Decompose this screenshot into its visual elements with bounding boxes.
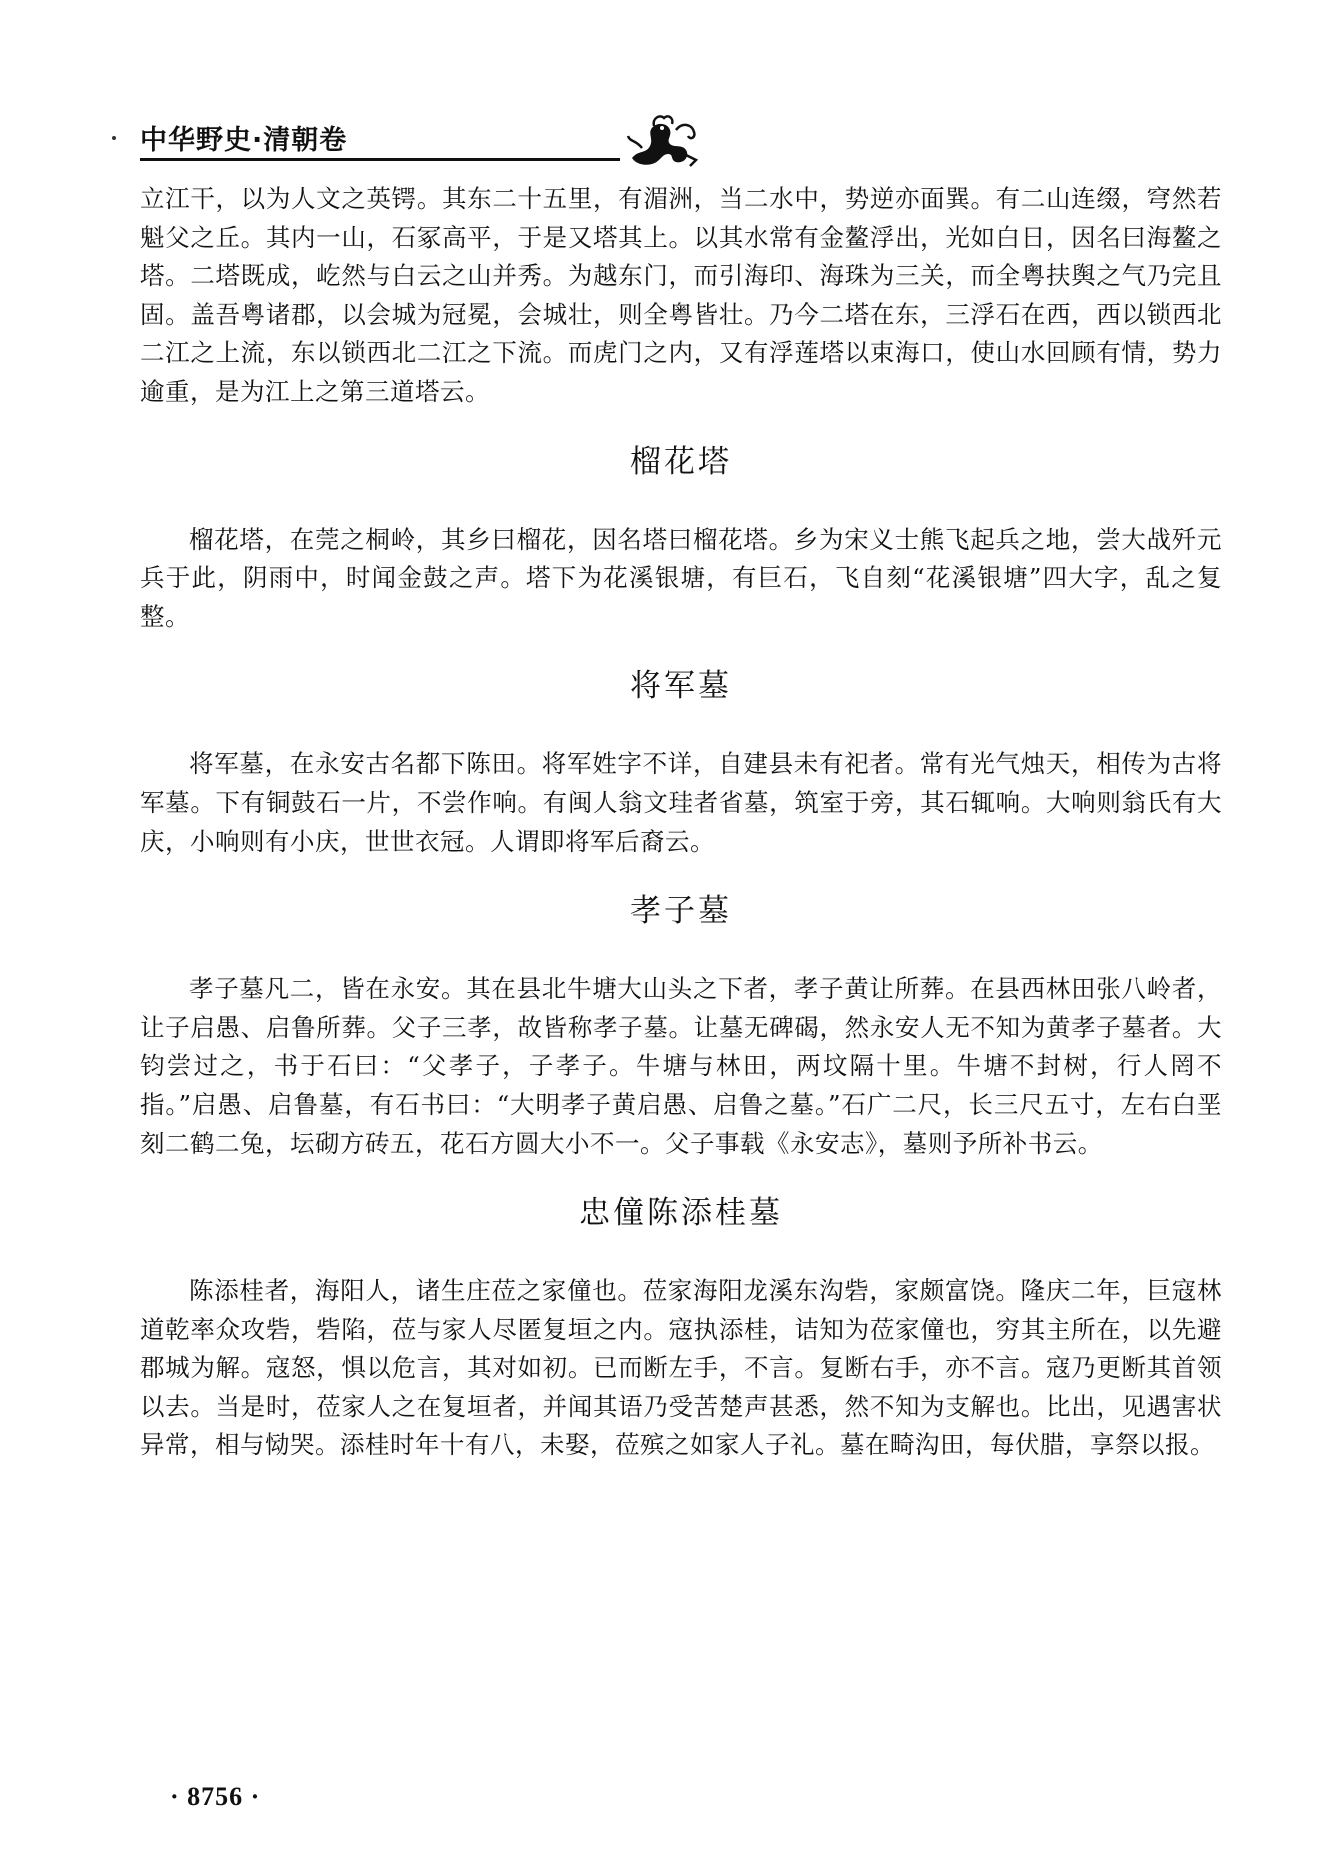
section-title-general-tomb: 将军墓 bbox=[630, 668, 732, 705]
header-rule bbox=[140, 158, 620, 161]
section-body-general-tomb: 将军墓，在永安古名都下陈田。将军姓字不详，自建县未有祀者。常有光气烛天，相传为古将军墓。下有铜鼓石一片，不尝作响。有闽人翁文珪者省墓，筑室于旁，其石辄响。大响则翁氏有大庆，小响则有小庆，世世衣冠。人谓即将军后裔云。 bbox=[140, 749, 1222, 856]
section-body-filial-son-tomb: 孝子墓凡二，皆在永安。其在县北牛塘大山头之下者，孝子黄让所葬。在县西林田张八岭者，让子启愚、启鲁所葬。父子三孝，故皆称孝子墓。让墓无碑碣，然永安人无不知为黄孝子墓者。大钧尝过之，书于石曰：“父孝子，子孝子。牛塘与林田，两坟隔十里。牛塘不封树，行人罔不指。”启愚、启鲁墓，有石书曰：“大明孝子黄启愚、启鲁之墓。”石广二尺，长三尺五寸，左右白垩刻二鹤二兔，坛砌方砖五，花石方圆大小不一。父子事载《永安志》，墓则予所补书云。 bbox=[140, 974, 1222, 1158]
book-title: 中华野史·清朝卷 bbox=[140, 125, 348, 156]
dragon-emblem-icon bbox=[624, 110, 702, 170]
section-title-filial-son-tomb: 孝子墓 bbox=[630, 893, 732, 930]
margin-dot bbox=[112, 136, 116, 140]
page-number: · 8756 · bbox=[170, 1782, 261, 1811]
section-body-loyal-servant-tomb: 陈添桂者，海阳人，诸生庄莅之家僮也。莅家海阳龙溪东沟砦，家颇富饶。隆庆二年，巨寇林道乾率众攻砦，砦陷，莅与家人尽匿复垣之内。寇执添桂，诘知为莅家僮也，穷其主所在，以先避郡城为解。寇怒，惧以危言，其对如初。已而断左手，不言。复断右手，亦不言。寇乃更断其首领以去。当是时，莅家人之在复垣者，并闻其语乃受苦楚声甚悉，然不知为支解也。比出，见遇害状异常，相与恸哭。添桂时年十有八，未娶，莅殡之如家人子礼。墓在畸沟田，每伏腊，享祭以报。 bbox=[140, 1276, 1222, 1460]
continued-paragraph: 立江干，以为人文之英锷。其东二十五里，有湄洲，当二水中，势逆亦面巽。有二山连缀，穹然若魁父之丘。其内一山，石冢高平，于是又塔其上。以其水常有金鳌浮出，光如白日，因名曰海鳌之塔。二塔既成，屹然与白云之山并秀。为越东门，而引海印、海珠为三关，而全粤扶舆之气乃完且固。盖吾粤诸郡，以会城为冠冕，会城壮，则全粤皆壮。乃今二塔在东，三浮石在西，西以锁西北二江之上流，东以锁西北二江之下流。而虎门之内，又有浮莲塔以束海口，使山水回顾有情，势力逾重，是为江上之第三道塔云。 bbox=[140, 184, 1222, 406]
running-header bbox=[140, 110, 1220, 170]
section-title-liuhua-pagoda: 榴花塔 bbox=[630, 443, 732, 480]
page-body bbox=[140, 180, 1222, 1465]
section-body-liuhua-pagoda: 榴花塔，在莞之桐岭，其乡曰榴花，因名塔曰榴花塔。乡为宋义士熊飞起兵之地，尝大战歼元兵于此，阴雨中，时闻金鼓之声。塔下为花溪银塘，有巨石，飞自刻“花溪银塘”四大字，乱之复整。 bbox=[140, 524, 1222, 631]
section-title-loyal-servant-tomb: 忠僮陈添桂墓 bbox=[579, 1195, 783, 1232]
